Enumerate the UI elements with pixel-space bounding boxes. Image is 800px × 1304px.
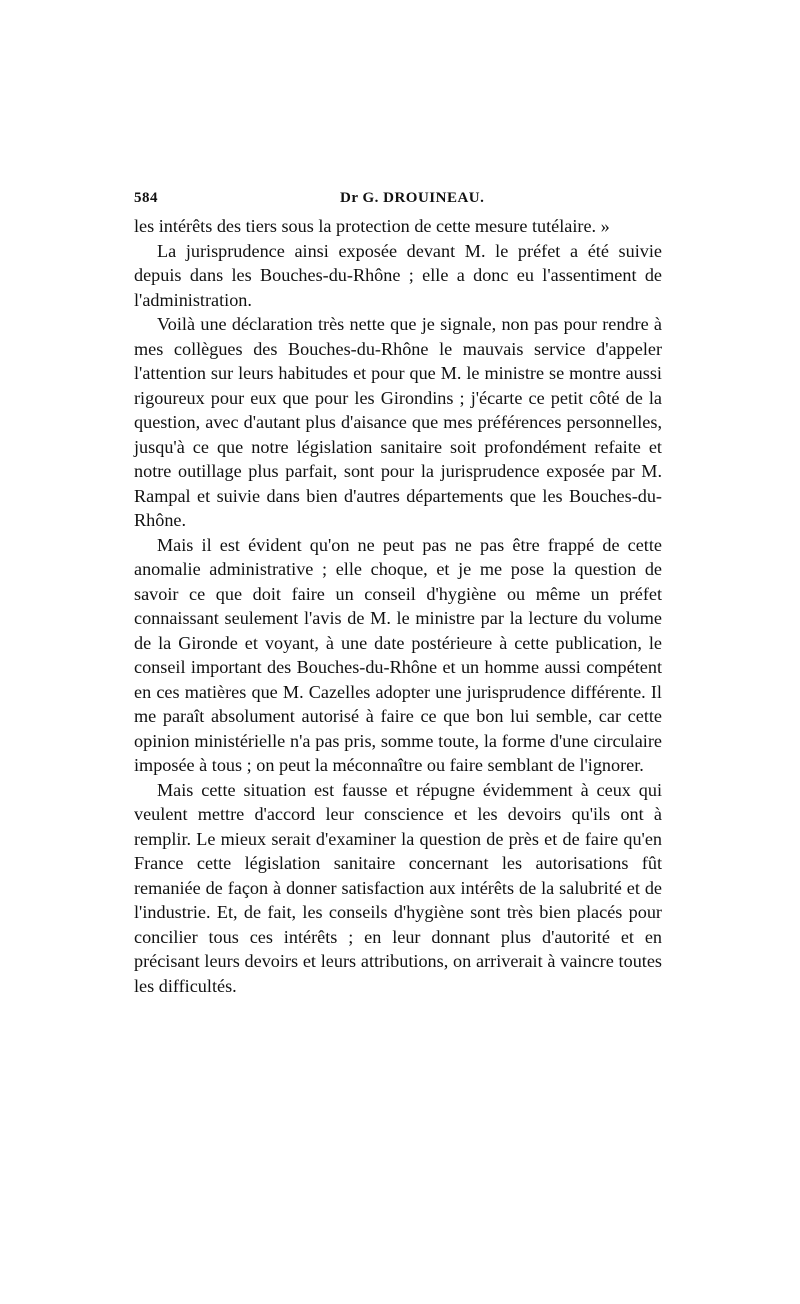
book-page — [134, 186, 662, 998]
body-text — [134, 214, 662, 998]
paragraph-continuation: les intérêts des tiers sous la protection de cette mesure tutélaire. » — [134, 216, 610, 236]
paragraph: Voilà une déclaration très nette que je signale, non pas pour rendre à mes collègues des Bouches-du-Rhône le mauvais service d'appeler l'attention sur leurs habitudes et pour que M. le ministre se montre aussi rigoureux pour eux que pour les Girondins ; j'écarte ce petit côté de la question, avec d'autant plus d'aisance que mes préférences personnelles, jusqu'à ce que notre législation sanitaire soit profondément refaite et notre outillage plus parfait, sont pour la jurisprudence exposée par M. Rampal et suivie dans bien d'autres départements que les Bouches-du-Rhône. — [134, 314, 662, 530]
paragraph: Mais il est évident qu'on ne peut pas ne pas être frappé de cette anomalie administrative ; elle choque, et je me pose la question de savoir ce que doit faire un conseil d'hygiène ou même un préfet connaissant seulement l'avis de M. le ministre par la lecture du volume de la Gironde et voyant, à une date postérieure à cette publication, le conseil important des Bouches-du-Rhône et un homme aussi compétent en ces matières que M. Cazelles adopter une jurisprudence différente. Il me paraît absolument autorisé à faire ce que bon lui semble, car cette opinion ministérielle n'a pas pris, somme toute, la forme d'une circulaire imposée à tous ; on peut la méconnaître ou faire semblant de l'ignorer. — [134, 534, 662, 775]
page-number: 584 — [134, 190, 158, 206]
paragraph: Mais cette situation est fausse et répugne évidemment à ceux qui veulent mettre d'accord leur conscience et les devoirs qu'ils ont à remplir. Le mieux serait d'examiner la question de près et de faire qu'en France cette législation sanitaire concernant les autorisations fût remaniée de façon à donner satisfaction aux intérêts de la salubrité et de l'industrie. Et, de fait, les conseils d'hygiène sont très bien placés pour concilier tous ces intérêts ; en leur donnant plus d'autorité et en précisant leurs devoirs et leurs attributions, on arriverait à vaincre toutes les difficultés. — [134, 779, 662, 996]
paragraph: La jurisprudence ainsi exposée devant M. le préfet a été suivie depuis dans les Bouches-du-Rhône ; elle a donc eu l'assentiment de l'administration. — [134, 240, 662, 310]
running-head: Dr G. DROUINEAU. — [340, 190, 485, 206]
page-header — [134, 186, 662, 214]
